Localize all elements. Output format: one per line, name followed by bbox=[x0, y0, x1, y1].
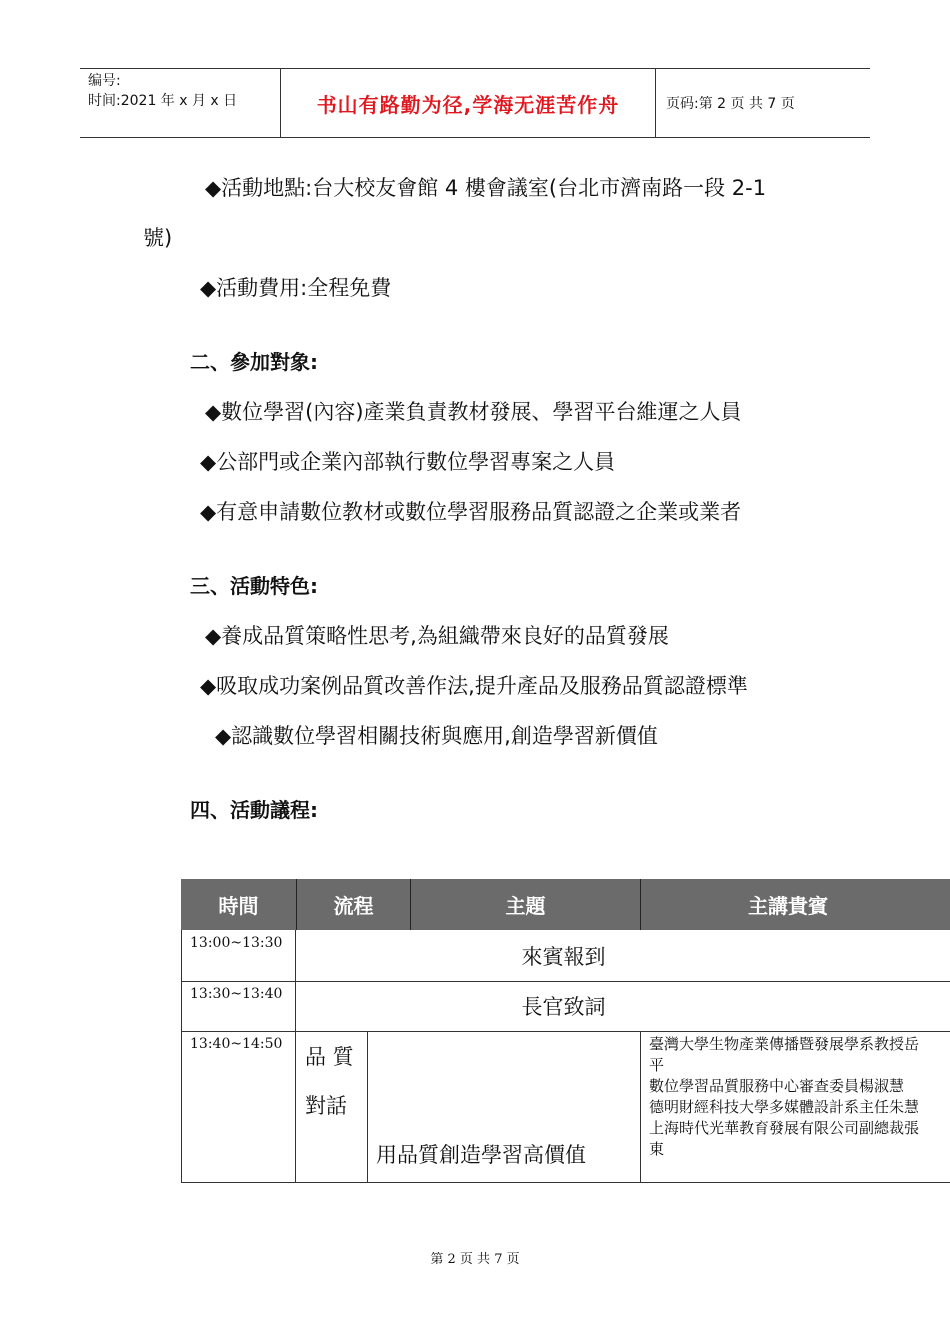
feature-item: ◆養成品質策略性思考,為組織帶來良好的品質發展 bbox=[205, 624, 669, 648]
table-row bbox=[181, 930, 950, 982]
section-heading-audience: 二、參加對象: bbox=[190, 350, 318, 374]
span-cell: 長官致詞 bbox=[521, 995, 606, 1019]
header-meta bbox=[80, 69, 280, 137]
col-header-speaker: 主講貴賓 bbox=[748, 894, 828, 918]
speaker-line: 東 bbox=[649, 1140, 665, 1158]
audience-item: ◆數位學習(內容)產業負責教材發展、學習平台維運之人員 bbox=[205, 400, 742, 424]
agenda-table bbox=[181, 879, 950, 1182]
speaker-line: 平 bbox=[649, 1056, 665, 1074]
feature-item: ◆認識數位學習相關技術與應用,創造學習新價值 bbox=[215, 724, 658, 748]
fee-line: ◆活動費用:全程免費 bbox=[200, 276, 392, 300]
col-header-time: 時間 bbox=[181, 879, 297, 930]
speaker-line: 臺灣大學生物產業傳播暨發展學系教授岳 bbox=[649, 1035, 920, 1053]
topic-cell: 用品質創造學習高價值 bbox=[368, 1031, 641, 1182]
time-cell: 13:30~13:40 bbox=[181, 981, 296, 1031]
span-cell: 來賓報到 bbox=[521, 944, 606, 969]
time-cell: 13:40~14:50 bbox=[181, 1031, 296, 1182]
col-header-flow: 流程 bbox=[297, 879, 411, 930]
page-footer: 第 2 页 共 7 页 bbox=[430, 1252, 520, 1267]
flow-line: 對話 bbox=[305, 1094, 347, 1118]
flow-line: 品 質 bbox=[305, 1045, 354, 1069]
header-page-info: 页码:第 2 页 共 7 页 bbox=[666, 96, 795, 112]
speaker-line: 上海時代光華教育發展有限公司副總裁張 bbox=[649, 1119, 920, 1137]
section-heading-agenda: 四、活動議程: bbox=[190, 798, 318, 822]
col-header-topic: 主題 bbox=[411, 879, 641, 930]
audience-item: ◆公部門或企業內部執行數位學習專案之人員 bbox=[200, 450, 616, 474]
speaker-cell bbox=[641, 1031, 950, 1182]
page-header bbox=[80, 68, 870, 138]
speaker-line: 數位學習品質服務中心審查委員楊淑慧 bbox=[649, 1077, 905, 1095]
location-line: ◆活動地點:台大校友會館 4 樓會議室(台北市濟南路一段 2-1 bbox=[205, 176, 767, 200]
header-date-label: 时间:2021 年 x 月 x 日 bbox=[88, 93, 238, 109]
header-motto: 书山有路勤为径,学海无涯苦作舟 bbox=[280, 69, 656, 137]
time-cell: 13:00~13:30 bbox=[181, 930, 296, 981]
flow-cell bbox=[296, 1031, 368, 1182]
header-number-label: 编号: bbox=[88, 73, 121, 89]
table-header-row bbox=[181, 879, 950, 930]
location-line-cont: 號) bbox=[143, 226, 173, 250]
feature-item: ◆吸取成功案例品質改善作法,提升產品及服務品質認證標準 bbox=[200, 674, 748, 698]
audience-item: ◆有意申請數位教材或數位學習服務品質認證之企業或業者 bbox=[200, 500, 742, 524]
table-row bbox=[181, 1031, 950, 1183]
table-row bbox=[181, 981, 950, 1032]
section-heading-features: 三、活動特色: bbox=[190, 574, 318, 598]
speaker-line: 德明財經科技大學多媒體設計系主任朱慧 bbox=[649, 1098, 920, 1116]
